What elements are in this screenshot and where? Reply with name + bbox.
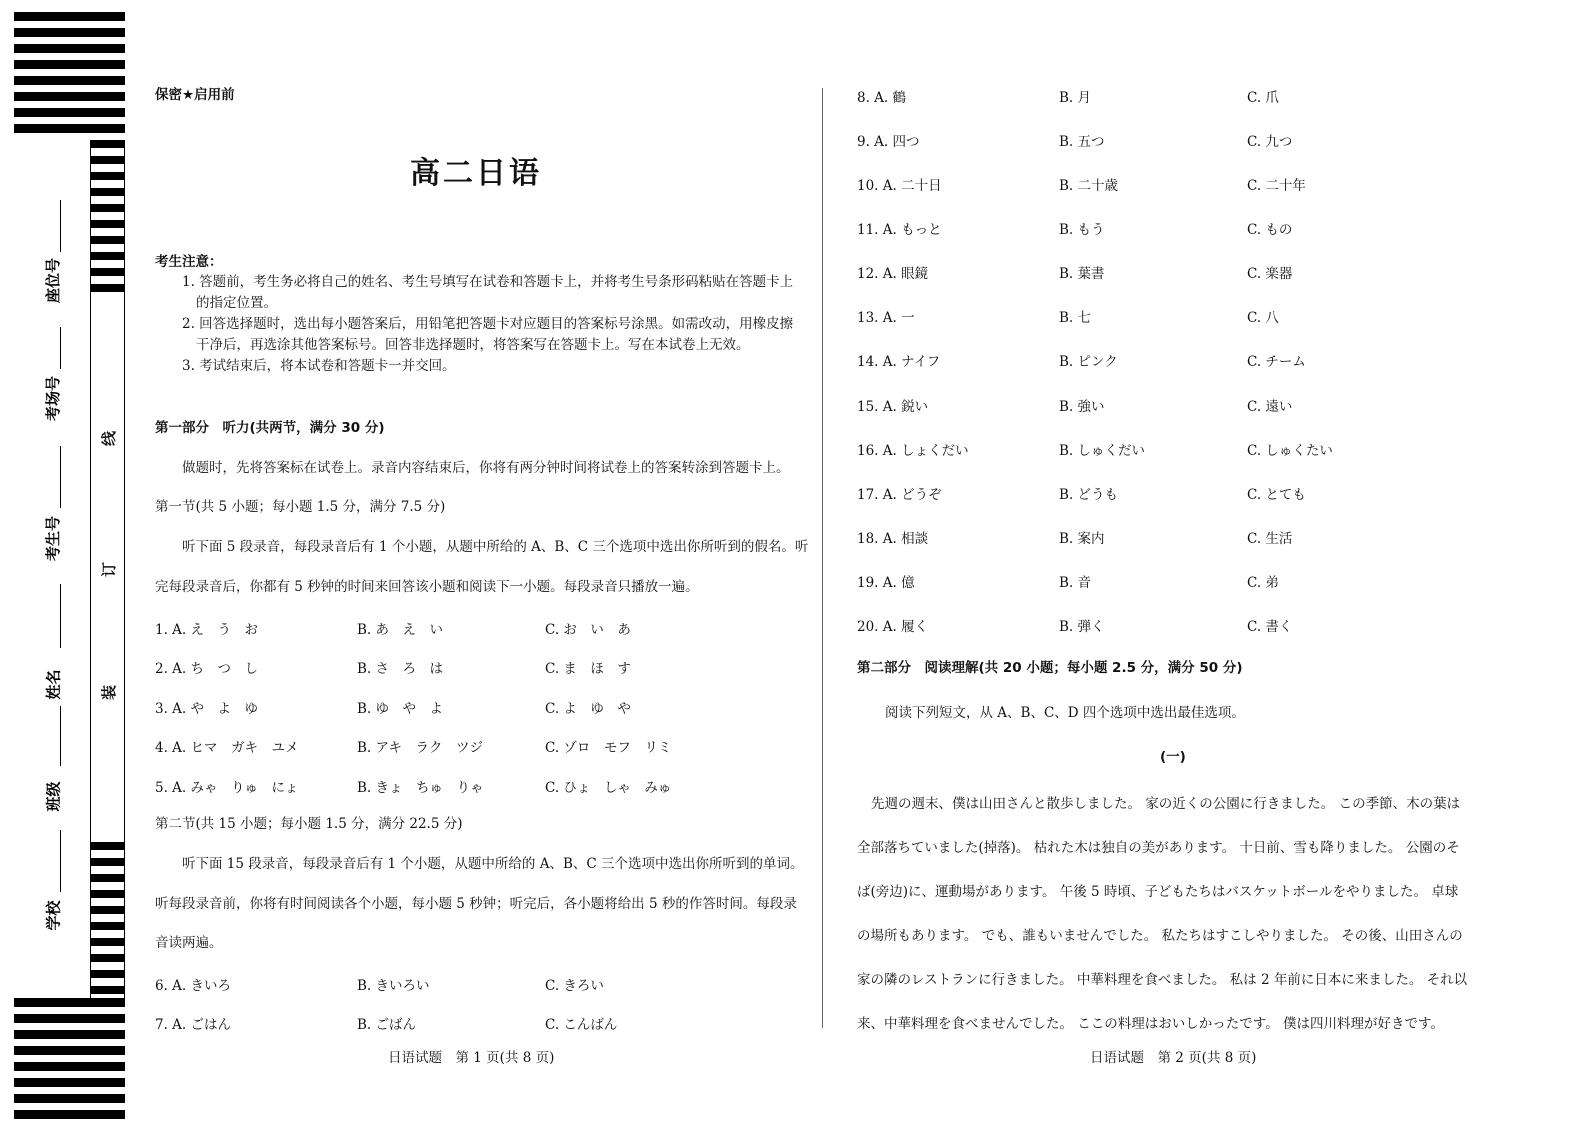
confidential-label: 保密★启用前 [155,87,235,103]
option-c[interactable]: C. 二十年 [1247,178,1306,194]
option-b[interactable]: B. きょ ちゅ りゃ [357,780,484,796]
field-label: 考生号 [44,515,63,562]
field-label: 座位号 [44,257,63,304]
field-label: 学校 [44,900,63,931]
option-c[interactable]: C. よ ゆ や [545,701,631,717]
option-c[interactable]: C. ゾロ モフ リミ [545,740,672,756]
page-footer: 日语试题 第 1 页(共 8 页) [388,1050,555,1066]
option-a[interactable]: 3. A. や よ ゆ [155,701,259,717]
passage-line: 家の隣のレストランに行きました。 中華料理を食べました。 私は 2 年前に日本に来ました。 それ以 [857,972,1468,988]
option-a[interactable]: 17. A. どうぞ [857,487,942,503]
passage-line: 先週の週末、僕は山田さんと散歩しました。 家の近くの公園に行きました。 この季節、木の葉は [871,796,1461,812]
option-a[interactable]: 19. A. 億 [857,575,915,591]
section2-instruction: 听每段录音前，你将有时间阅读各个小题，每小题 5 秒钟；听完后，各小题将给出 5 秒的作答时间。每段录 [155,896,797,912]
part1-instruction: 做题时，先将答案标在试卷上。录音内容结束后，你将有两分钟时间将试卷上的答案转涂到答题卡上。 [182,460,790,476]
notice-line: 3. 考试结束后，将本试卷和答题卡一并交回。 [182,358,456,374]
notice-heading: 考生注意： [155,254,223,270]
option-a[interactable]: 16. A. しょくだい [857,443,969,459]
passage-line: の場所もあります。 でも、誰もいませんでした。 私たちはすこしやりました。 その後、山田さんの [857,928,1463,944]
field-label: 考场号 [44,375,63,422]
section1-instruction: 听下面 5 段录音，每段录音后有 1 个小题，从题中所给的 A、B、C 三个选项中选出你所听到的假名。听 [182,539,809,555]
passage-line: 来、中華料理を食べませんでした。 ここの料理はおいしかったです。 僕は四川料理が好きです。 [857,1016,1444,1032]
option-c[interactable]: C. きろい [545,978,604,994]
option-a[interactable]: 12. A. 眼鏡 [857,266,929,282]
notice-line: 1. 答题前，考生务必将自己的姓名、考生号填写在试卷和答题卡上，并将考生号条形码粘贴在答题卡上 [182,274,794,290]
option-b[interactable]: B. もう [1059,222,1105,238]
option-b[interactable]: B. ごばん [357,1017,417,1033]
option-b[interactable]: B. あ え い [357,622,444,638]
option-b[interactable]: B. さ ろ は [357,661,444,677]
notice-line: 干净后，再选涂其他答案标号。回答非选择题时，将答案写在答题卡上。写在本试卷上无效。 [196,337,750,353]
option-a[interactable]: 10. A. 二十日 [857,178,942,194]
option-c[interactable]: C. しゅくたい [1247,443,1333,459]
option-b[interactable]: B. 弾く [1059,619,1105,635]
option-a[interactable]: 2. A. ち つ し [155,661,259,677]
notice-line: 2. 回答选择题时，选出每小题答案后，用铅笔把答题卡对应题目的答案标号涂黑。如需改动，用橡皮擦 [182,316,794,332]
option-c[interactable]: C. ひょ しゃ みゅ [545,780,672,796]
option-c[interactable]: C. 八 [1247,310,1279,326]
binding-char: 装 [100,684,119,701]
option-a[interactable]: 13. A. 一 [857,310,915,326]
notice-line: 的指定位置。 [196,295,277,311]
option-c[interactable]: C. 遠い [1247,399,1293,415]
section2-instruction: 音读两遍。 [155,935,223,951]
option-b[interactable]: B. 強い [1059,399,1105,415]
option-c[interactable]: C. 生活 [1247,531,1293,547]
option-a[interactable]: 14. A. ナイフ [857,354,941,370]
option-c[interactable]: C. とても [1247,487,1306,503]
option-a[interactable]: 5. A. みゃ りゅ にょ [155,780,299,796]
option-c[interactable]: C. お い あ [545,622,631,638]
option-a[interactable]: 1. A. え う お [155,622,259,638]
part2-instruction: 阅读下列短文，从 A、B、C、D 四个选项中选出最佳选项。 [885,705,1245,721]
option-c[interactable]: C. 九つ [1247,134,1293,150]
option-a[interactable]: 4. A. ヒマ ガキ ユメ [155,740,299,756]
option-b[interactable]: B. 葉書 [1059,266,1105,282]
option-b[interactable]: B. アキ ラク ツジ [357,740,483,756]
option-a[interactable]: 18. A. 相談 [857,531,929,547]
option-a[interactable]: 8. A. 鶴 [857,90,907,106]
section2-heading: 第二节(共 15 小题；每小题 1.5 分，满分 22.5 分) [155,816,463,832]
option-a[interactable]: 20. A. 履く [857,619,929,635]
option-b[interactable]: B. 二十歳 [1059,178,1119,194]
page-divider [822,88,823,1028]
option-b[interactable]: B. どうも [1059,487,1119,503]
option-c[interactable]: C. 爪 [1247,90,1279,106]
option-b[interactable]: B. 七 [1059,310,1092,326]
binding-char: 线 [100,430,119,447]
part2-heading: 第二部分 阅读理解(共 20 小题；每小题 2.5 分，满分 50 分) [857,660,1243,676]
passage-line: 全部落ちていました(掉落)。 枯れた木は独自の美があります。 十日前、雪も降りました。 公園のそ [857,840,1460,856]
option-b[interactable]: B. 音 [1059,575,1092,591]
option-a[interactable]: 9. A. 四つ [857,134,920,150]
option-b[interactable]: B. ピンク [1059,354,1118,370]
option-b[interactable]: B. きいろい [357,978,430,994]
option-b[interactable]: B. 五つ [1059,134,1105,150]
option-a[interactable]: 6. A. きいろ [155,978,232,994]
binding-char: 订 [100,561,119,578]
section2-instruction: 听下面 15 段录音，每段录音后有 1 个小题，从题中所给的 A、B、C 三个选项中选出你所听到的单词。 [182,856,804,872]
option-a[interactable]: 11. A. もっと [857,222,942,238]
option-c[interactable]: C. もの [1247,222,1293,238]
option-c[interactable]: C. チーム [1247,354,1306,370]
option-b[interactable]: B. しゅくだい [1059,443,1146,459]
section1-heading: 第一节(共 5 小题；每小题 1.5 分，满分 7.5 分) [155,499,446,515]
section1-instruction: 完每段录音后，你都有 5 秒钟的时间来回答该小题和阅读下一小题。每段录音只播放一遍。 [155,579,699,595]
option-c[interactable]: C. ま ほ す [545,661,631,677]
option-c[interactable]: C. 弟 [1247,575,1279,591]
option-c[interactable]: C. こんばん [545,1017,618,1033]
option-b[interactable]: B. ゆ や よ [357,701,444,717]
field-label: 班级 [44,781,63,812]
part1-heading: 第一部分 听力(共两节，满分 30 分) [155,420,385,436]
option-b[interactable]: B. 案内 [1059,531,1105,547]
option-c[interactable]: C. 楽器 [1247,266,1293,282]
option-a[interactable]: 15. A. 鋭い [857,399,929,415]
option-c[interactable]: C. 書く [1247,619,1293,635]
option-b[interactable]: B. 月 [1059,90,1092,106]
passage-number: (一) [1160,749,1186,765]
page-title: 高二日语 [410,156,542,191]
passage-line: ば(旁边)に、運動場があります。 午後 5 時頃、子どもたちはバスケットボールをやりました。 卓球 [857,884,1459,900]
field-label: 姓名 [44,669,63,700]
option-a[interactable]: 7. A. ごはん [155,1017,232,1033]
page-footer: 日语试题 第 2 页(共 8 页) [1090,1050,1257,1066]
